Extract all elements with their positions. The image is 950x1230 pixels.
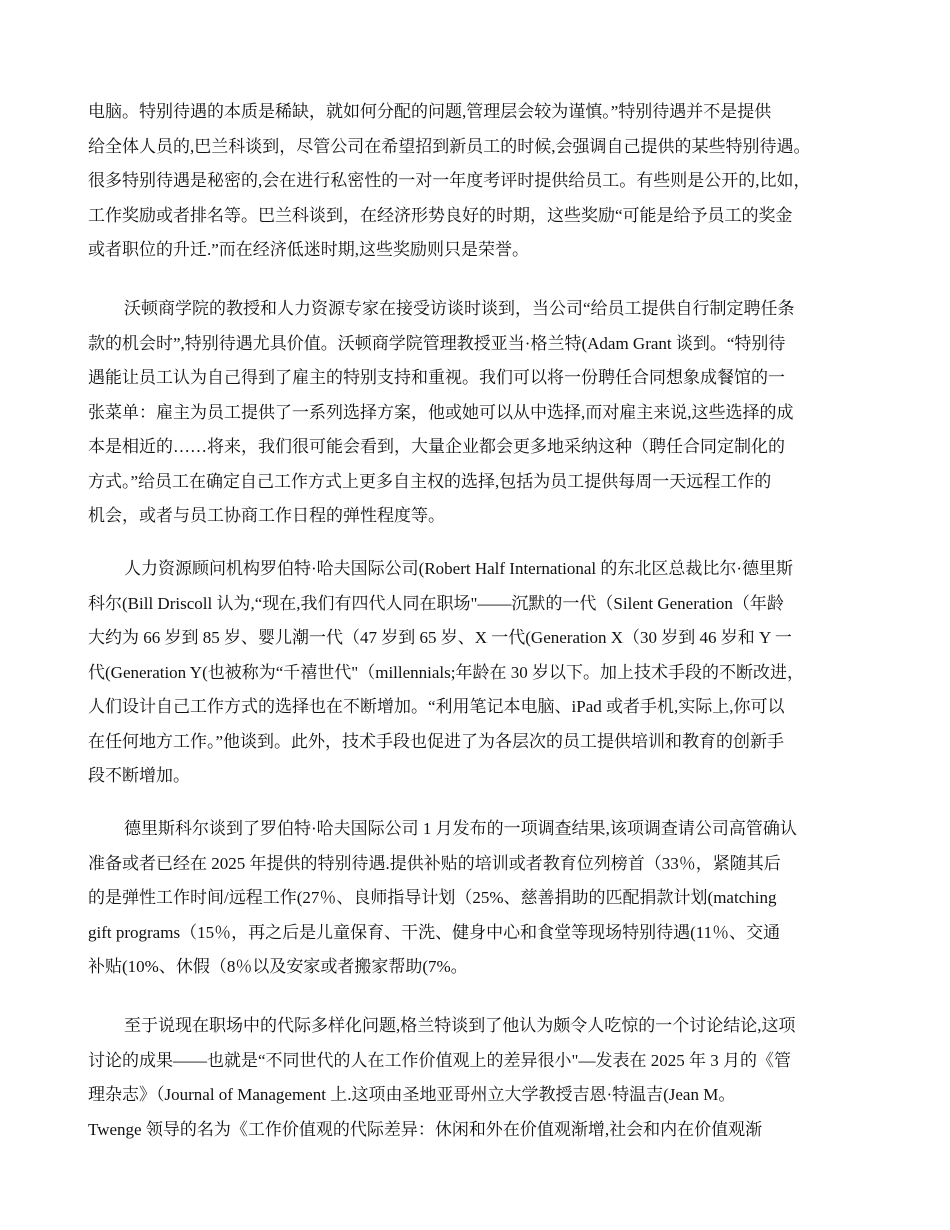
text-line: 本是相近的……将来，我们很可能会看到，大量企业都会更多地采纳这种（聘任合同定制化的 (88, 437, 785, 456)
text-line: 讨论的成果——也就是“不同世代的人在工作价值观上的差异很小"—发表在 2025 年 3 月的《管 (88, 1050, 791, 1070)
text-line: 给全体人员的,巴兰科谈到，尽管公司在希望招到新员工的时候,会强调自己提供的某些特别待遇。 (88, 136, 811, 156)
text-line: 准备或者已经在 2025 年提供的特别待遇.提供补贴的培训或者教育位列榜首（33％，紧随其后 (88, 853, 781, 873)
text-line: gift programs（15％，再之后是儿童保育、干洗、健身中心和食堂等现场特别待遇(11％、交通 (88, 922, 781, 942)
text-line: 沃顿商学院的教授和人力资源专家在接受访谈时谈到，当公司“给员工提供自行制定聘任条 (124, 299, 795, 318)
text-line: 或者职位的升迁.”而在经济低迷时期,这些奖励则只是荣誉。 (88, 240, 530, 259)
paragraph-5 (88, 1009, 878, 1147)
text-line: 科尔(Bill Driscoll 认为,“现在,我们有四代人同在职场"——沉默的一代（Silent Generation（年龄 (88, 593, 784, 613)
text-line: 德里斯科尔谈到了罗伯特·哈夫国际公司 1 月发布的一项调查结果,该项调查请公司高管确认 (124, 819, 797, 838)
text-line: 的是弹性工作时间/远程工作(27％、良师指导计划（25%、慈善捐助的匹配捐款计划(matching (88, 888, 777, 907)
paragraph-2 (88, 292, 878, 534)
text-line: Twenge 领导的名为《工作价值观的代际差异：休闲和外在价值观渐增,社会和内在价值观渐 (88, 1119, 763, 1139)
text-line: 机会，或者与员工协商工作日程的弹性程度等。 (88, 506, 445, 525)
text-line: 人们设计自己工作方式的选择也在不断增加。“利用笔记本电脑、iPad 或者手机,实际上,你可以 (88, 697, 785, 716)
text-line: 遇能让员工认为自己得到了雇主的特别支持和重视。我们可以将一份聘任合同想象成餐馆的一 (88, 368, 785, 387)
text-line: 人力资源顾问机构罗伯特·哈夫国际公司(Robert Half International 的东北区总裁比尔·德里斯 (124, 559, 794, 578)
text-line: 理杂志》（Journal of Management 上.这项由圣地亚哥州立大学教授吉恩·特温吉(Jean M。 (88, 1085, 736, 1104)
paragraph-1 (88, 95, 878, 268)
paragraph-4 (88, 812, 878, 985)
paragraph-3 (88, 552, 878, 794)
text-line: 代(Generation Y(也被称为“千禧世代"（millennials;年龄在 30 岁以下。加上技术手段的不断改进， (88, 662, 804, 682)
text-line: 电脑。特别待遇的本质是稀缺，就如何分配的问题,管理层会较为谨慎。”特别待遇并不是提供 (88, 102, 772, 121)
text-line: 张菜单：雇主为员工提供了一系列选择方案，他或她可以从中选择,而对雇主来说,这些选择的成 (88, 402, 794, 422)
text-line: 至于说现在职场中的代际多样化问题,格兰特谈到了他认为颇令人吃惊的一个讨论结论,这项 (124, 1016, 796, 1035)
text-line: 段不断增加。 (88, 766, 190, 785)
text-line: 大约为 66 岁到 85 岁、婴儿潮一代（47 岁到 65 岁、X 一代(Generation X（30 岁到 46 岁和 Y 一 (88, 628, 792, 647)
text-line: 工作奖励或者排名等。巴兰科谈到，在经济形势良好的时期，这些奖励“可能是给予员工的奖金 (88, 205, 793, 225)
text-line: 很多特别待遇是秘密的,会在进行私密性的一对一年度考评时提供给员工。有些则是公开的,比如， (88, 171, 811, 190)
text-line: 方式。”给员工在确定自己工作方式上更多自主权的选择,包括为员工提供每周一天远程工作的 (88, 471, 772, 491)
text-line: 款的机会时”,特别待遇尤具价值。沃顿商学院管理教授亚当·格兰特(Adam Grant 谈到。“特别待 (88, 333, 786, 353)
text-line: 补贴(10%、休假（8％以及安家或者搬家帮助(7%。 (88, 957, 468, 976)
text-line: 在任何地方工作。”他谈到。此外，技术手段也促进了为各层次的员工提供培训和教育的创新手 (88, 731, 785, 751)
